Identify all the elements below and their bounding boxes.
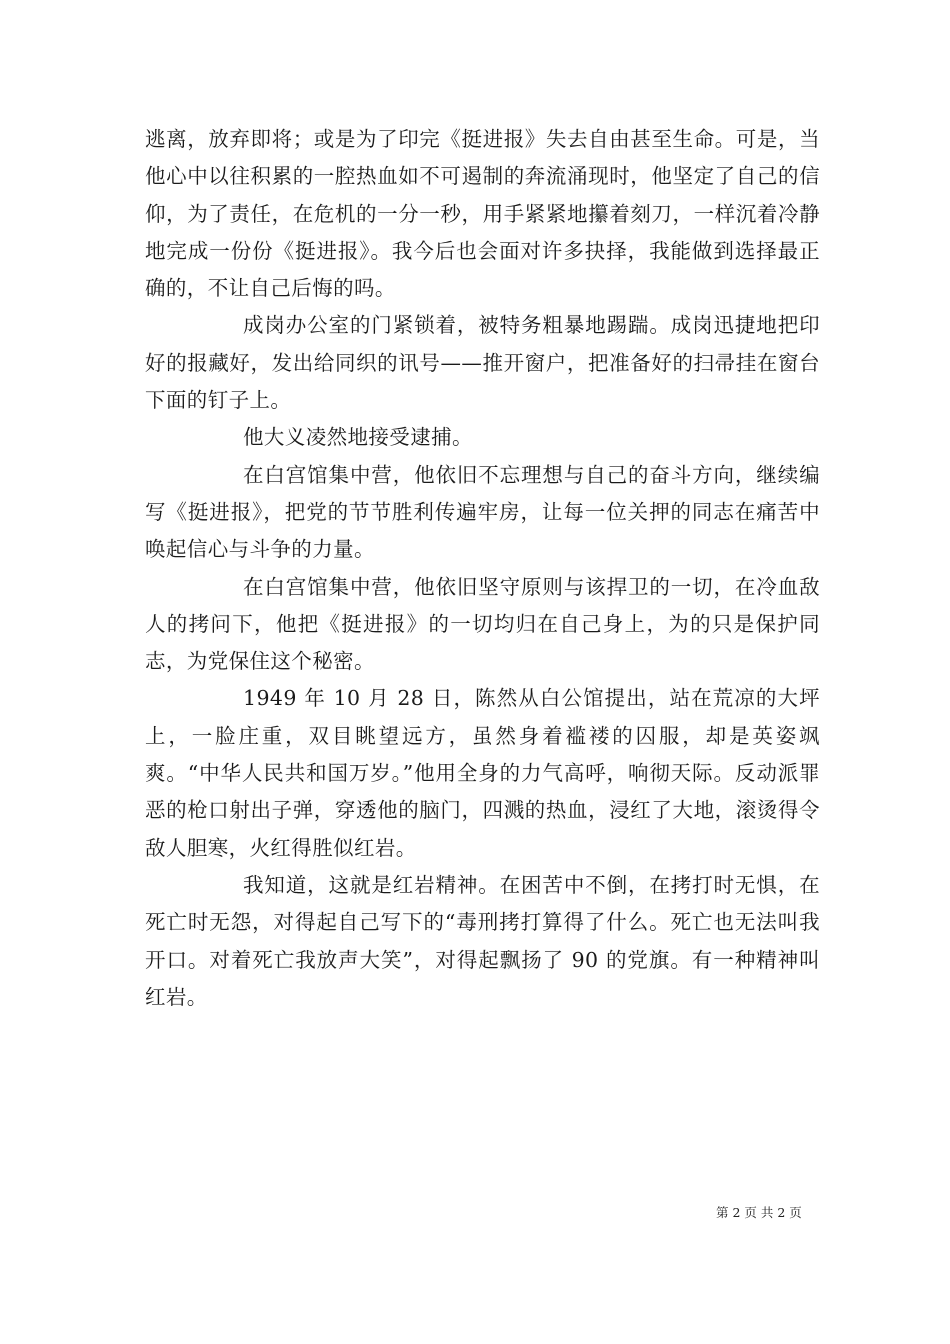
document-body [145,121,820,1016]
paragraph-arrest: 他大义凌然地接受逮捕。 [243,425,473,450]
paragraph-office-door: 成岗办公室的门紧锁着，被特务粗暴地踢踹。成岗迅捷地把印好的报藏好，发出给同织的讯号——推开窗户，把准备好的扫帚挂在窗台下面的钉子上。 [145,313,820,413]
page-number-footer: 第 2 页 共 2 页 [716,1205,802,1220]
paragraph-execution: 1949 年 10 月 28 日，陈然从白公馆提出，站在荒凉的大坪上，一脸庄重，双目眺望远方，虽然身着褴褛的囚服，却是英姿飒爽。“中华人民共和国万岁。”他用全身的力气高呼，响彻天际。反动派罪恶的枪口射出子弹，穿透他的脑门，四溅的热血，浸红了大地，滚烫得令敌人胆寒，火红得胜似红岩。 [145,686,820,860]
paragraph-camp-interrogation: 在白宫馆集中营，他依旧坚守原则与该捍卫的一切，在冷血敌人的拷问下，他把《挺进报》的一切均归在自己身上，为的只是保护同志，为党保住这个秘密。 [145,574,820,674]
paragraph-hongyan-spirit: 我知道，这就是红岩精神。在困苦中不倒，在拷打时无惧，在死亡时无怨，对得起自己写下的“毒刑拷打算得了什么。死亡也无法叫我开口。对着死亡我放声大笑”，对得起飘扬了 90 的党旗。有一种精神叫红岩。 [145,872,820,1009]
paragraph-continuation: 逃离，放弃即将；或是为了印完《挺进报》失去自由甚至生命。可是，当他心中以往积累的一腔热血如不可遏制的奔流涌现时，他坚定了自己的信仰，为了责任，在危机的一分一秒，用手紧紧地攥着刻刀，一样沉着冷静地完成一份份《挺进报》。我今后也会面对许多抉择，我能做到选择最正确的，不让自己后悔的吗。 [145,127,820,301]
paragraph-camp-writing: 在白宫馆集中营，他依旧不忘理想与自己的奋斗方向，继续编写《挺进报》，把党的节节胜利传遍牢房，让每一位关押的同志在痛苦中唤起信心与斗争的力量。 [145,462,820,562]
